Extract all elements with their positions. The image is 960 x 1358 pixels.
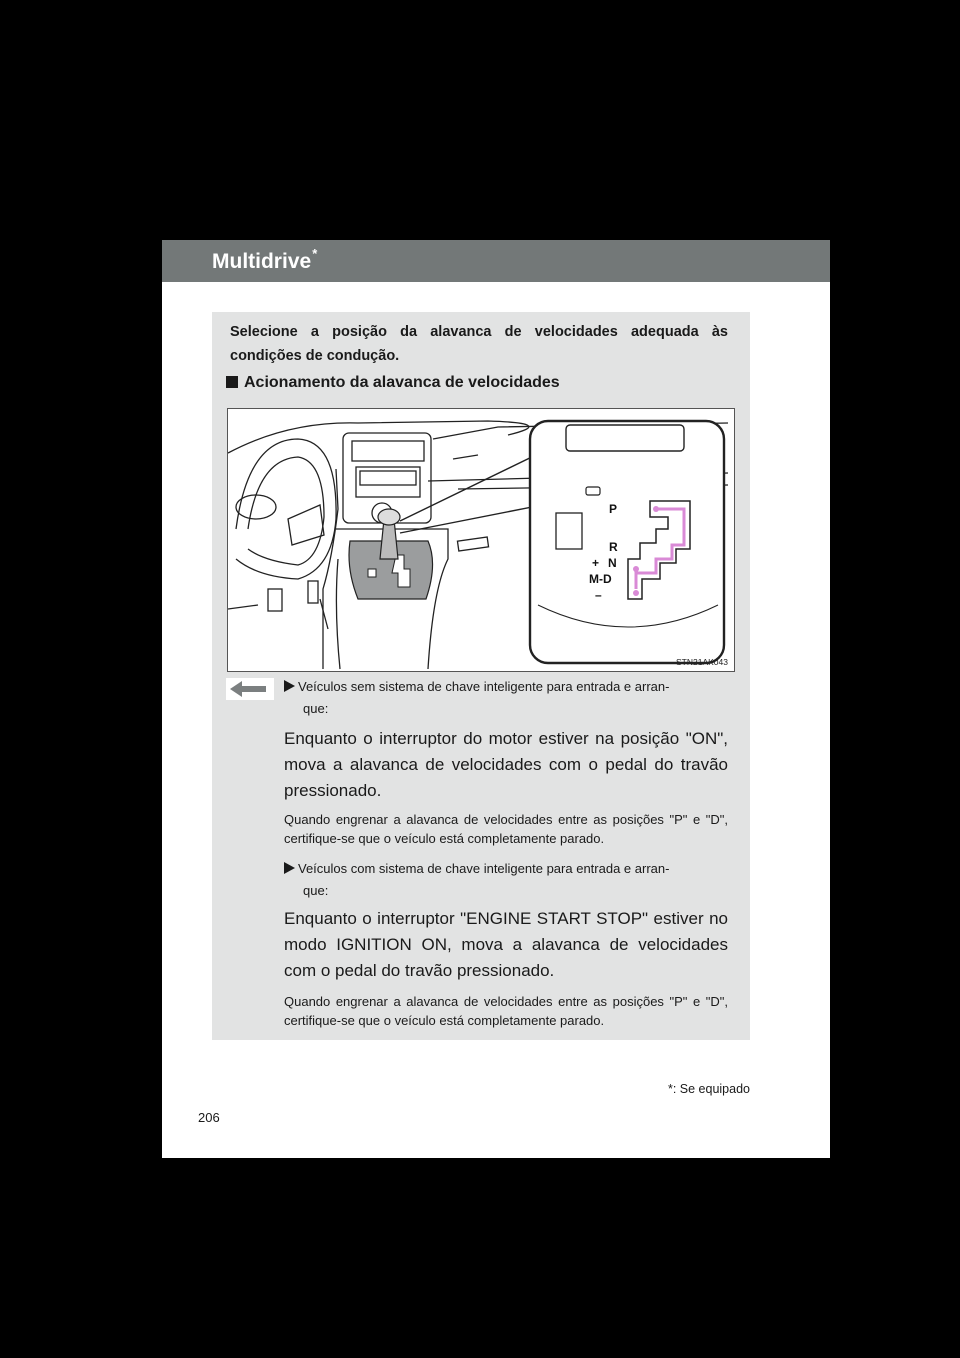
gate-label-n: N <box>608 556 617 570</box>
manual-page <box>162 240 830 1158</box>
footnote-text: : Se equipado <box>672 1082 750 1096</box>
footnote <box>668 1082 750 1096</box>
content-box <box>212 312 750 1040</box>
triangle-bullet-icon <box>284 862 295 874</box>
section-header-bar <box>162 240 830 282</box>
intro-paragraph: Selecione a posição da alavanca de velocidades adequada às condições de condução. <box>230 324 728 364</box>
back-arrow-icon <box>226 678 274 700</box>
figure-code: STN21AK043 <box>676 657 728 667</box>
gate-label-r: R <box>609 540 618 554</box>
subheading-text: Acionamento da alavanca de velocidades <box>244 374 560 391</box>
condition-1-line2: que: <box>303 701 329 716</box>
triangle-bullet-icon <box>284 680 295 692</box>
gate-label-plus: + <box>592 556 600 570</box>
footnote-mark: * <box>667 1082 673 1096</box>
square-bullet-icon <box>226 376 238 388</box>
condition-without-smart-key <box>284 676 728 720</box>
shift-lever-illustration <box>227 408 735 672</box>
note-1: Quando engrenar a alavanca de velocidades entre as posições "P" e "D", certifique-se que o veículo está completamente parado. <box>284 812 728 846</box>
condition-1-line1: Veículos sem sistema de chave inteligente para entrada e arran- <box>298 679 670 694</box>
gate-label-minus: – <box>595 588 602 602</box>
subheading <box>226 374 560 392</box>
condition-2-line2: que: <box>303 883 329 898</box>
condition-with-smart-key <box>284 858 728 902</box>
instruction-2: Enquanto o interruptor "ENGINE START STOP" estiver no modo IGNITION ON, mova a alavanca de velocidades com o pedal do travão pressionado. <box>284 909 728 980</box>
section-title-text: Multidrive <box>212 250 312 273</box>
gate-label-m-d: M-D <box>589 572 612 586</box>
instruction-1: Enquanto o interruptor do motor estiver na posição "ON", mova a alavanca de velocidades com o pedal do travão pressionado. <box>284 729 728 800</box>
page-number: 206 <box>198 1110 220 1125</box>
gate-label-p: P <box>609 502 618 516</box>
optional-equipment-mark: * <box>312 246 318 261</box>
condition-2-line1: Veículos com sistema de chave inteligente para entrada e arran- <box>298 861 670 876</box>
note-2: Quando engrenar a alavanca de velocidades entre as posições "P" e "D", certifique-se que o veículo está completamente parado. <box>284 994 728 1028</box>
dashboard-drawing <box>228 409 734 671</box>
section-title <box>212 248 317 274</box>
